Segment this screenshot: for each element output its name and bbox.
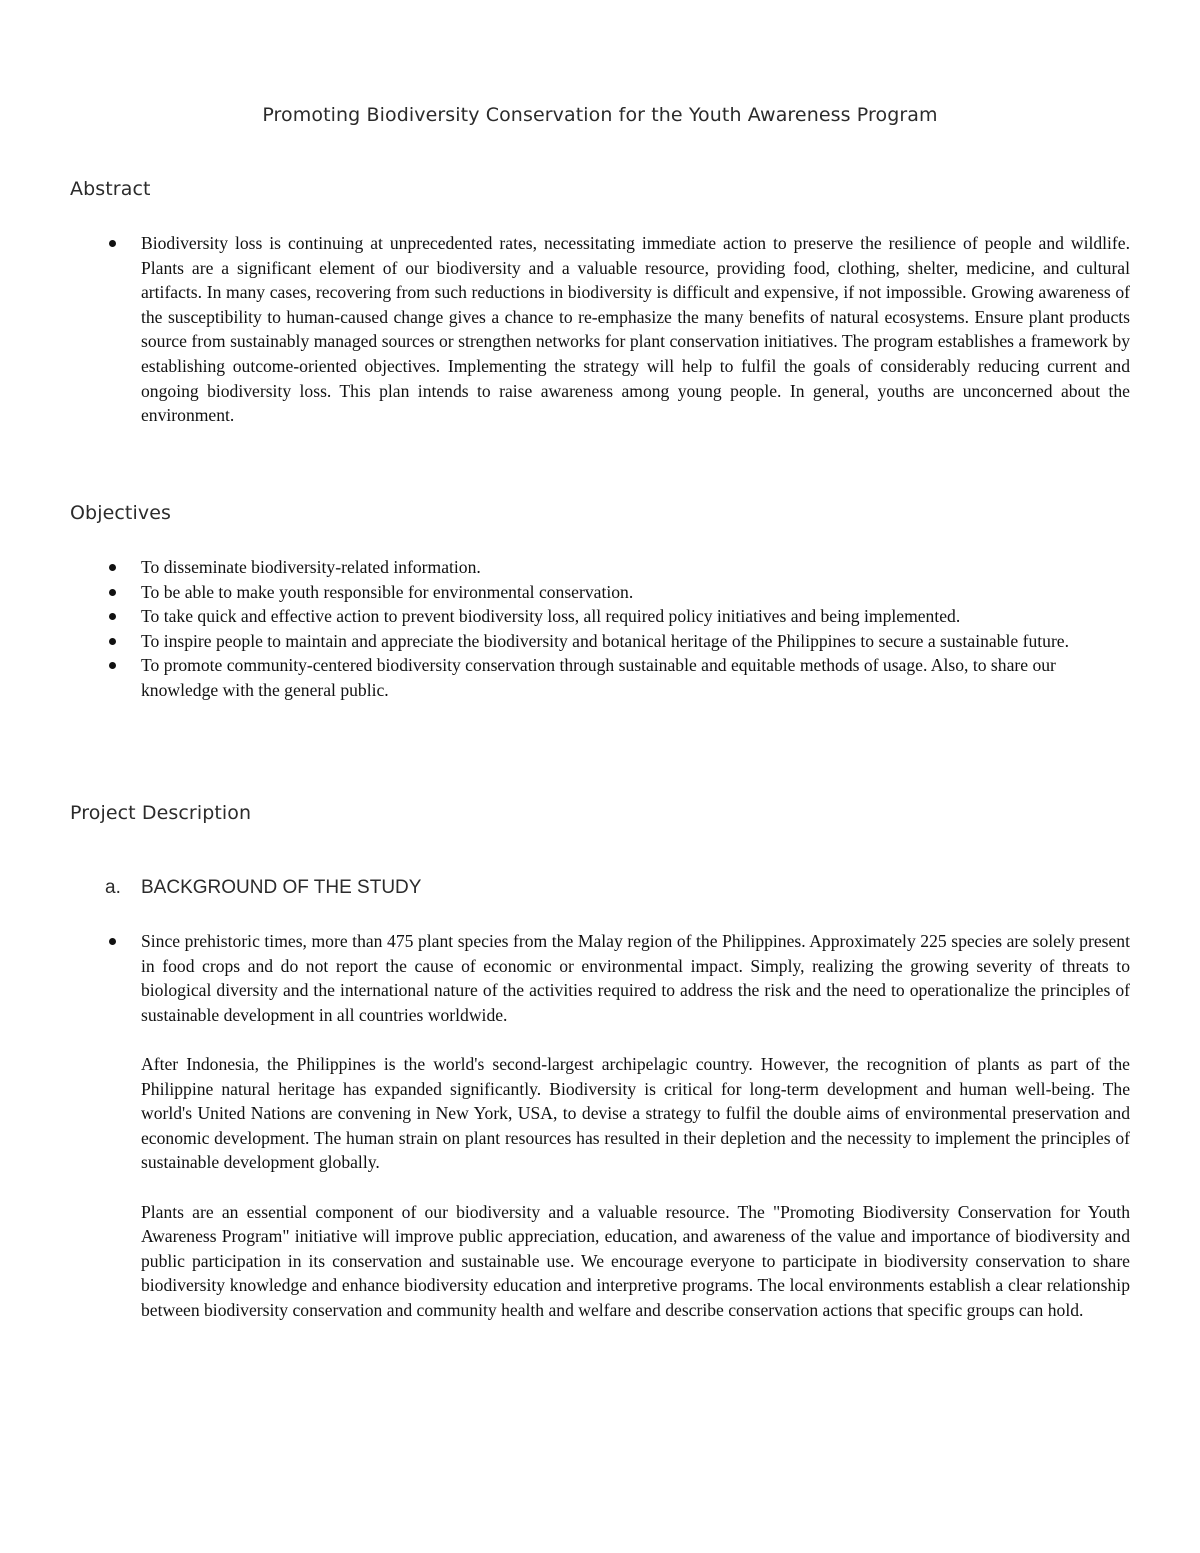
document-title: Promoting Biodiversity Conservation for the Youth Awareness Program [262, 104, 938, 126]
background-paragraph: Plants are an essential component of our biodiversity and a valuable resource. The "Promoting Biodiversity Conservation for Youth Awareness Program" initiative will improve public appreciation, education, and awareness of the value and importance of biodiversity and public participation in its conservation and sustainable use. We encourage everyone to participate in biodiversity conservation to share biodiversity knowledge and enhance biodiversity education and interpretive programs. The local environments establish a clear relationship between biodiversity conservation and community health and welfare and describe conservation actions that specific groups can hold. [141, 1201, 1130, 1320]
objective-text: To take quick and effective action to prevent biodiversity loss, all required policy initiatives and being implemented. [141, 606, 961, 627]
abstract-list [106, 231, 1130, 428]
background-bullet-item [106, 929, 1130, 1027]
project-description-heading: Project Description [70, 802, 252, 824]
objective-item [106, 629, 1130, 654]
abstract-heading: Abstract [70, 178, 151, 200]
objective-item [106, 580, 1130, 605]
background-paragraph: After Indonesia, the Philippines is the world's second-largest archipelagic country. However, the recognition of plants as part of the Philippine natural heritage has expanded significantly. Biodiversity is critical for long-term development and human well-being. The world's United Nations are convening in New York, USA, to devise a strategy to fulfil the double aims of environmental preservation and economic development. The human strain on plant resources has resulted in their depletion and the necessity to implement the principles of sustainable development globally. [141, 1053, 1130, 1173]
objective-item [106, 555, 1130, 580]
objective-item [106, 604, 1130, 629]
background-text: Since prehistoric times, more than 475 plant species from the Malay region of the Philippines. Approximately 225 species are solely present in food crops and do not report the cause of economic or environmental impact. Simply, realizing the growing severity of threats to biological diversity and the international nature of the activities required to address the risk and the need to operationalize the principles of sustainable development in all countries worldwide. [141, 931, 1130, 1025]
objective-text: To promote community-centered biodiversity conservation through sustainable and equitable methods of usage. Also, to share our knowledge with the general public. [141, 655, 1056, 700]
objective-item [106, 653, 1130, 702]
objective-text: To inspire people to maintain and appreciate the biodiversity and botanical heritage of the Philippines to secure a sustainable future. [141, 630, 1070, 651]
background-subheading [105, 877, 421, 899]
subheading-marker: a. [105, 877, 121, 898]
objectives-heading: Objectives [70, 502, 171, 524]
abstract-bullet-item [106, 231, 1130, 428]
abstract-text: Biodiversity loss is continuing at unprecedented rates, necessitating immediate action to preserve the resilience of people and wildlife. Plants are a significant element of our biodiversity and a valuable resource, providing food, clothing, shelter, medicine, and cultural artifacts. In many cases, recovering from such reductions in biodiversity is difficult and expensive, if not impossible. Growing awareness of the susceptibility to human-caused change gives a chance to re-emphasize the many benefits of natural ecosystems. Ensure plant products source from sustainably managed sources or strengthen networks for plant conservation initiatives. The program establishes a framework by establishing outcome-oriented objectives. Implementing the strategy will help to fulfil the goals of considerably reducing current and ongoing biodiversity loss. This plan intends to raise awareness among young people. In general, youths are unconcerned about the environment. [141, 233, 1130, 426]
background-content [106, 929, 1130, 1323]
objectives-list [106, 555, 1130, 703]
subheading-text: BACKGROUND OF THE STUDY [141, 877, 422, 898]
objective-text: To be able to make youth responsible for environmental conservation. [141, 581, 634, 602]
objective-text: To disseminate biodiversity-related information. [141, 557, 481, 577]
